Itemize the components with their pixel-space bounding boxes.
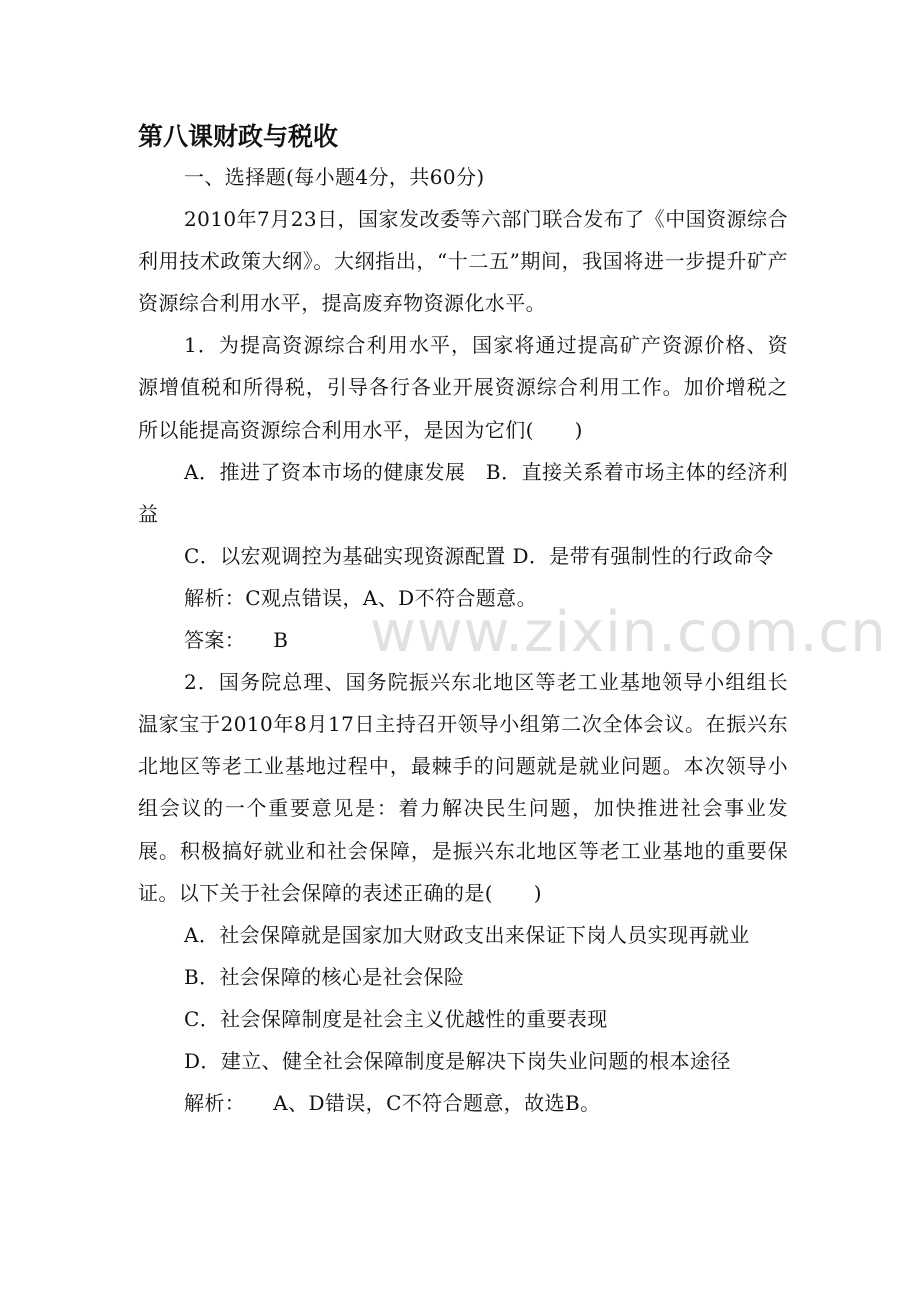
analysis-text: C观点错误，A、D不符合题意。	[245, 585, 537, 610]
page-title: 第八课财政与税收	[138, 122, 339, 151]
question-1-stem: 1．为提高资源综合利用水平，国家将通过提高矿产资源价格、资源增值税和所得税，引导各行各业开展资源综合利用工作。加价增税之所以能提高资源综合利用水平，是因为它们( )	[138, 333, 788, 442]
question-2-stem: 2．国务院总理、国务院振兴东北地区等老工业基地领导小组组长温家宝于2010年8月17日主持召开领导小组第二次全体会议。在振兴东北地区等老工业基地过程中，最棘手的问题就是就业问题。本次领导小组会议的一个重要意见是：着力解决民生问题，加快推进社会事业发展。积极搞好就业和社会保障，是振兴东北地区等老工业基地的重要保证。以下关于社会保障的表述正确的是( )	[138, 670, 788, 905]
question-1-options-ab: A．推进了资本市场的健康发展 B．直接关系着市场主体的经济利益	[138, 459, 788, 526]
question-1-answer	[138, 619, 788, 661]
analysis-label: 解析：	[184, 585, 246, 610]
question-2-option-b: B．社会保障的核心是社会保险	[184, 964, 465, 989]
analysis-label: 解析：	[184, 1091, 246, 1116]
question-2-option-c: C．社会保障制度是社会主义优越性的重要表现	[184, 1006, 608, 1031]
site-watermark: www.zixin.com.cn	[370, 600, 887, 665]
answer-text: B	[273, 628, 289, 653]
answer-label: 答案：	[184, 628, 246, 653]
section-heading: 一、选择题(每小题4分，共60分)	[184, 165, 485, 189]
analysis-text: A、D错误，C不符合题意，故选B。	[273, 1091, 601, 1116]
question-1-options-cd: C．以宏观调控为基础实现资源配置 D．是带有强制性的行政命令	[184, 543, 774, 568]
document-body	[138, 156, 788, 1124]
question-2-analysis	[138, 1082, 788, 1124]
question-2-option-a: A．社会保障就是国家加大财政支出来保证下岗人员实现再就业	[184, 922, 750, 947]
intro-paragraph: 2010年7月23日，国家发改委等六部门联合发布了《中国资源综合利用技术政策大纲》。大纲指出，“十二五”期间，我国将进一步提升矿产资源综合利用水平，提高废弃物资源化水平。	[138, 207, 788, 316]
question-1-analysis	[138, 577, 788, 619]
question-2-option-d: D．建立、健全社会保障制度是解决下岗失业问题的根本途径	[184, 1048, 731, 1073]
